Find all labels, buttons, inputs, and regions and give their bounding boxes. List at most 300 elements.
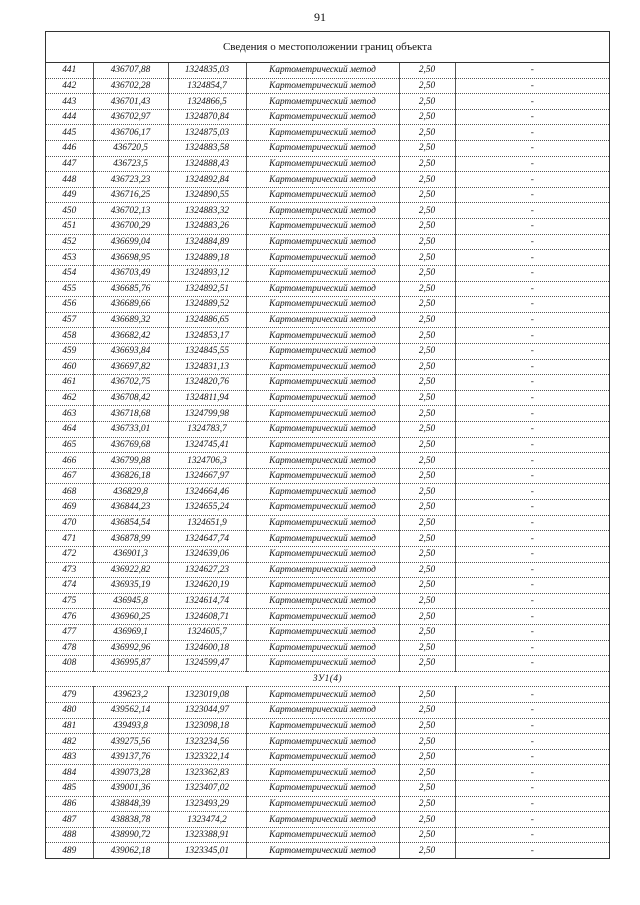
- accuracy-cell: 2,50: [399, 406, 455, 422]
- method-cell: Картометрический метод: [246, 265, 399, 281]
- table-row: [46, 484, 609, 500]
- point-number-cell: 455: [46, 281, 93, 297]
- y-coordinate-cell: 1324706,3: [168, 453, 246, 469]
- y-coordinate-cell: 1324845,55: [168, 343, 246, 359]
- y-coordinate-cell: 1324883,32: [168, 203, 246, 219]
- accuracy-cell: 2,50: [399, 562, 455, 578]
- x-coordinate-cell: 436826,18: [93, 468, 168, 484]
- method-cell: Картометрический метод: [246, 390, 399, 406]
- method-cell: Картометрический метод: [246, 359, 399, 375]
- method-cell: Картометрический метод: [246, 515, 399, 531]
- accuracy-cell: 2,50: [399, 172, 455, 188]
- method-cell: Картометрический метод: [246, 546, 399, 562]
- description-cell: -: [455, 141, 609, 157]
- accuracy-cell: 2,50: [399, 500, 455, 516]
- point-number-cell: 447: [46, 156, 93, 172]
- x-coordinate-cell: 436707,88: [93, 63, 168, 78]
- point-number-cell: 483: [46, 749, 93, 765]
- description-cell: -: [455, 812, 609, 828]
- description-cell: -: [455, 640, 609, 656]
- y-coordinate-cell: 1324884,89: [168, 234, 246, 250]
- x-coordinate-cell: 436945,8: [93, 593, 168, 609]
- table-row: [46, 281, 609, 297]
- description-cell: -: [455, 484, 609, 500]
- x-coordinate-cell: 439073,28: [93, 765, 168, 781]
- table-row: [46, 453, 609, 469]
- method-cell: Картометрический метод: [246, 749, 399, 765]
- y-coordinate-cell: 1324892,84: [168, 172, 246, 188]
- description-cell: -: [455, 468, 609, 484]
- point-number-cell: 453: [46, 250, 93, 266]
- x-coordinate-cell: 436682,42: [93, 328, 168, 344]
- x-coordinate-cell: 436699,04: [93, 234, 168, 250]
- accuracy-cell: 2,50: [399, 765, 455, 781]
- coordinates-table: [46, 63, 609, 858]
- table-row: [46, 172, 609, 188]
- description-cell: -: [455, 312, 609, 328]
- y-coordinate-cell: 1323098,18: [168, 718, 246, 734]
- y-coordinate-cell: 1324835,03: [168, 63, 246, 78]
- x-coordinate-cell: 439062,18: [93, 843, 168, 858]
- description-cell: -: [455, 219, 609, 235]
- x-coordinate-cell: 436844,23: [93, 500, 168, 516]
- method-cell: Картометрический метод: [246, 109, 399, 125]
- accuracy-cell: 2,50: [399, 265, 455, 281]
- method-cell: Картометрический метод: [246, 94, 399, 110]
- table-row: [46, 234, 609, 250]
- y-coordinate-cell: 1324890,55: [168, 187, 246, 203]
- point-number-cell: 446: [46, 141, 93, 157]
- method-cell: Картометрический метод: [246, 656, 399, 672]
- y-coordinate-cell: 1324667,97: [168, 468, 246, 484]
- description-cell: -: [455, 250, 609, 266]
- method-cell: Картометрический метод: [246, 375, 399, 391]
- point-number-cell: 487: [46, 812, 93, 828]
- description-cell: -: [455, 359, 609, 375]
- point-number-cell: 461: [46, 375, 93, 391]
- point-number-cell: 441: [46, 63, 93, 78]
- table-row: [46, 562, 609, 578]
- x-coordinate-cell: 436700,29: [93, 219, 168, 235]
- x-coordinate-cell: 436901,3: [93, 546, 168, 562]
- accuracy-cell: 2,50: [399, 234, 455, 250]
- point-number-cell: 485: [46, 781, 93, 797]
- accuracy-cell: 2,50: [399, 78, 455, 94]
- description-cell: -: [455, 328, 609, 344]
- point-number-cell: 484: [46, 765, 93, 781]
- point-number-cell: 452: [46, 234, 93, 250]
- point-number-cell: 480: [46, 702, 93, 718]
- point-number-cell: 481: [46, 718, 93, 734]
- table-row: [46, 718, 609, 734]
- x-coordinate-cell: 436723,23: [93, 172, 168, 188]
- x-coordinate-cell: 436689,66: [93, 297, 168, 313]
- description-cell: -: [455, 827, 609, 843]
- accuracy-cell: 2,50: [399, 781, 455, 797]
- accuracy-cell: 2,50: [399, 702, 455, 718]
- point-number-cell: 448: [46, 172, 93, 188]
- accuracy-cell: 2,50: [399, 734, 455, 750]
- description-cell: -: [455, 562, 609, 578]
- table-row: [46, 63, 609, 78]
- accuracy-cell: 2,50: [399, 390, 455, 406]
- y-coordinate-cell: 1324820,76: [168, 375, 246, 391]
- method-cell: Картометрический метод: [246, 281, 399, 297]
- table-row: [46, 78, 609, 94]
- x-coordinate-cell: 436720,5: [93, 141, 168, 157]
- method-cell: Картометрический метод: [246, 219, 399, 235]
- accuracy-cell: 2,50: [399, 749, 455, 765]
- description-cell: -: [455, 531, 609, 547]
- x-coordinate-cell: 436995,87: [93, 656, 168, 672]
- x-coordinate-cell: 436689,32: [93, 312, 168, 328]
- table-row: [46, 422, 609, 438]
- method-cell: Картометрический метод: [246, 781, 399, 797]
- method-cell: Картометрический метод: [246, 562, 399, 578]
- accuracy-cell: 2,50: [399, 640, 455, 656]
- point-number-cell: 460: [46, 359, 93, 375]
- section-label: ЗУ1(4): [46, 671, 609, 687]
- table-row: [46, 437, 609, 453]
- description-cell: -: [455, 749, 609, 765]
- y-coordinate-cell: 1324886,65: [168, 312, 246, 328]
- x-coordinate-cell: 436693,84: [93, 343, 168, 359]
- point-number-cell: 489: [62, 845, 77, 856]
- point-number-cell: 443: [46, 94, 93, 110]
- point-number-cell: 466: [46, 453, 93, 469]
- method-cell: Картометрический метод: [246, 250, 399, 266]
- y-coordinate-cell: 1324799,98: [168, 406, 246, 422]
- y-coordinate-cell: 1323019,08: [168, 687, 246, 703]
- point-number-cell: 458: [46, 328, 93, 344]
- x-coordinate-cell: 436733,01: [93, 422, 168, 438]
- y-coordinate-cell: 1324639,06: [168, 546, 246, 562]
- table-row: [46, 687, 609, 703]
- point-number-cell: 459: [46, 343, 93, 359]
- description-cell: -: [455, 609, 609, 625]
- method-cell: Картометрический метод: [246, 624, 399, 640]
- point-number-cell: 470: [46, 515, 93, 531]
- accuracy-cell: 2,50: [399, 94, 455, 110]
- point-number-cell: 467: [46, 468, 93, 484]
- accuracy-cell: 2,50: [399, 281, 455, 297]
- table-row: [46, 312, 609, 328]
- table-row: [46, 656, 609, 672]
- point-number-cell: 457: [46, 312, 93, 328]
- method-cell: Картометрический метод: [246, 172, 399, 188]
- method-cell: Картометрический метод: [246, 468, 399, 484]
- y-coordinate-cell: 1324605,7: [168, 624, 246, 640]
- y-coordinate-cell: 1323345,01: [168, 843, 246, 858]
- x-coordinate-cell: 436878,99: [93, 531, 168, 547]
- method-cell: Картометрический метод: [246, 312, 399, 328]
- description-cell: -: [455, 406, 609, 422]
- table-row: [46, 265, 609, 281]
- description-cell: -: [455, 578, 609, 594]
- description-cell: -: [455, 109, 609, 125]
- description-cell: -: [455, 172, 609, 188]
- method-cell: Картометрический метод: [246, 156, 399, 172]
- y-coordinate-cell: 1324600,18: [168, 640, 246, 656]
- accuracy-cell: 2,50: [399, 437, 455, 453]
- point-number-cell: 468: [46, 484, 93, 500]
- x-coordinate-cell: 436703,49: [93, 265, 168, 281]
- y-coordinate-cell: 1324745,41: [168, 437, 246, 453]
- x-coordinate-cell: 436829,8: [93, 484, 168, 500]
- accuracy-cell: 2,50: [399, 593, 455, 609]
- x-coordinate-cell: 439001,36: [93, 781, 168, 797]
- x-coordinate-cell: 436702,28: [93, 78, 168, 94]
- description-cell: -: [455, 843, 609, 858]
- method-cell: Картометрический метод: [246, 718, 399, 734]
- y-coordinate-cell: 1323322,14: [168, 749, 246, 765]
- table-row: [46, 109, 609, 125]
- point-number-cell: 469: [46, 500, 93, 516]
- y-coordinate-cell: 1324627,23: [168, 562, 246, 578]
- description-cell: -: [455, 125, 609, 141]
- x-coordinate-cell: 436702,75: [93, 375, 168, 391]
- table-row: [46, 141, 609, 157]
- point-number-cell: 476: [46, 609, 93, 625]
- x-coordinate-cell: 436969,1: [93, 624, 168, 640]
- y-coordinate-cell: 1323474,2: [168, 812, 246, 828]
- point-number-cell: 445: [46, 125, 93, 141]
- description-cell: -: [455, 234, 609, 250]
- accuracy-cell: 2,50: [399, 109, 455, 125]
- x-coordinate-cell: 436685,76: [93, 281, 168, 297]
- method-cell: Картометрический метод: [246, 812, 399, 828]
- point-number-cell: 478: [46, 640, 93, 656]
- method-cell: Картометрический метод: [246, 609, 399, 625]
- table-row: [46, 94, 609, 110]
- y-coordinate-cell: 1324651,9: [168, 515, 246, 531]
- table-row: [46, 702, 609, 718]
- accuracy-cell: 2,50: [399, 843, 455, 858]
- x-coordinate-cell: 436992,96: [93, 640, 168, 656]
- method-cell: Картометрический метод: [246, 484, 399, 500]
- y-coordinate-cell: 1324614,74: [168, 593, 246, 609]
- y-coordinate-cell: 1323493,29: [168, 796, 246, 812]
- point-number-cell: 450: [46, 203, 93, 219]
- y-coordinate-cell: 1324875,03: [168, 125, 246, 141]
- accuracy-cell: 2,50: [399, 578, 455, 594]
- coordinates-table-body: [46, 63, 609, 858]
- point-number-cell: 479: [46, 687, 93, 703]
- x-coordinate-cell: 436769,68: [93, 437, 168, 453]
- description-cell: -: [455, 718, 609, 734]
- y-coordinate-cell: 1324883,58: [168, 141, 246, 157]
- description-cell: -: [455, 515, 609, 531]
- method-cell: Картометрический метод: [246, 734, 399, 750]
- x-coordinate-cell: 439493,8: [93, 718, 168, 734]
- accuracy-cell: 2,50: [399, 546, 455, 562]
- method-cell: Картометрический метод: [246, 640, 399, 656]
- method-cell: Картометрический метод: [246, 297, 399, 313]
- description-cell: -: [455, 702, 609, 718]
- table-row: [46, 749, 609, 765]
- y-coordinate-cell: 1323044,97: [168, 702, 246, 718]
- y-coordinate-cell: 1324647,74: [168, 531, 246, 547]
- accuracy-cell: 2,50: [399, 796, 455, 812]
- description-cell: -: [455, 375, 609, 391]
- accuracy-cell: 2,50: [399, 718, 455, 734]
- description-cell: -: [455, 593, 609, 609]
- y-coordinate-cell: 1323407,02: [168, 781, 246, 797]
- table-row: [46, 593, 609, 609]
- point-number-cell: 475: [46, 593, 93, 609]
- accuracy-cell: 2,50: [399, 219, 455, 235]
- method-cell: Картометрический метод: [246, 687, 399, 703]
- method-cell: Картометрический метод: [246, 843, 399, 858]
- point-number-cell: 482: [46, 734, 93, 750]
- accuracy-cell: 2,50: [399, 827, 455, 843]
- x-coordinate-cell: 436718,68: [93, 406, 168, 422]
- table-row: [46, 734, 609, 750]
- accuracy-cell: 2,50: [399, 531, 455, 547]
- x-coordinate-cell: 436922,82: [93, 562, 168, 578]
- x-coordinate-cell: 436935,19: [93, 578, 168, 594]
- point-number-cell: 456: [46, 297, 93, 313]
- x-coordinate-cell: 436697,82: [93, 359, 168, 375]
- method-cell: Картометрический метод: [246, 203, 399, 219]
- point-number-cell: 463: [46, 406, 93, 422]
- method-cell: Картометрический метод: [246, 500, 399, 516]
- accuracy-cell: 2,50: [399, 203, 455, 219]
- table-row: [46, 843, 609, 858]
- y-coordinate-cell: 1324831,13: [168, 359, 246, 375]
- table-title: Сведения о местоположении границ объекта: [46, 32, 609, 63]
- description-cell: -: [455, 203, 609, 219]
- method-cell: Картометрический метод: [246, 328, 399, 344]
- accuracy-cell: 2,50: [399, 141, 455, 157]
- point-number-cell: 473: [46, 562, 93, 578]
- x-coordinate-cell: 436701,43: [93, 94, 168, 110]
- method-cell: Картометрический метод: [246, 406, 399, 422]
- x-coordinate-cell: 438838,78: [93, 812, 168, 828]
- table-row: [46, 796, 609, 812]
- x-coordinate-cell: 436706,17: [93, 125, 168, 141]
- table-row: [46, 359, 609, 375]
- y-coordinate-cell: 1324883,26: [168, 219, 246, 235]
- table-row: [46, 406, 609, 422]
- y-coordinate-cell: 1324889,18: [168, 250, 246, 266]
- table-row: [46, 343, 609, 359]
- description-cell: -: [455, 500, 609, 516]
- table-row: [46, 515, 609, 531]
- method-cell: Картометрический метод: [246, 78, 399, 94]
- table-row: [46, 546, 609, 562]
- accuracy-cell: 2,50: [399, 312, 455, 328]
- table-row: [46, 578, 609, 594]
- y-coordinate-cell: 1324888,43: [168, 156, 246, 172]
- x-coordinate-cell: 436702,13: [93, 203, 168, 219]
- point-number-cell: 451: [46, 219, 93, 235]
- y-coordinate-cell: 1324854,7: [168, 78, 246, 94]
- x-coordinate-cell: 436854,54: [93, 515, 168, 531]
- description-cell: -: [455, 781, 609, 797]
- accuracy-cell: 2,50: [399, 156, 455, 172]
- method-cell: Картометрический метод: [246, 827, 399, 843]
- table-row: [46, 156, 609, 172]
- description-cell: -: [455, 437, 609, 453]
- point-number-cell: 465: [46, 437, 93, 453]
- method-cell: Картометрический метод: [246, 702, 399, 718]
- method-cell: Картометрический метод: [246, 437, 399, 453]
- accuracy-cell: 2,50: [399, 453, 455, 469]
- y-coordinate-cell: 1324893,12: [168, 265, 246, 281]
- method-cell: Картометрический метод: [246, 63, 399, 78]
- point-number-cell: 474: [46, 578, 93, 594]
- method-cell: Картометрический метод: [246, 796, 399, 812]
- description-cell: -: [455, 265, 609, 281]
- y-coordinate-cell: 1324608,71: [168, 609, 246, 625]
- method-cell: Картометрический метод: [246, 765, 399, 781]
- y-coordinate-cell: 1324892,51: [168, 281, 246, 297]
- x-coordinate-cell: 439623,2: [93, 687, 168, 703]
- table-row: [46, 203, 609, 219]
- point-number-cell: 464: [46, 422, 93, 438]
- accuracy-cell: 2,50: [399, 609, 455, 625]
- accuracy-cell: 2,50: [399, 812, 455, 828]
- description-cell: -: [455, 63, 609, 78]
- table-row: [46, 125, 609, 141]
- description-cell: -: [455, 624, 609, 640]
- description-cell: -: [455, 687, 609, 703]
- x-coordinate-cell: 436723,5: [93, 156, 168, 172]
- accuracy-cell: 2,50: [399, 125, 455, 141]
- table-row: [46, 765, 609, 781]
- table-row: [46, 500, 609, 516]
- accuracy-cell: 2,50: [399, 656, 455, 672]
- point-number-cell: 408: [46, 656, 93, 672]
- table-row: [46, 812, 609, 828]
- description-cell: -: [455, 453, 609, 469]
- accuracy-cell: 2,50: [399, 359, 455, 375]
- page-number: 91: [314, 10, 326, 24]
- y-coordinate-cell: 1324655,24: [168, 500, 246, 516]
- point-number-cell: 472: [46, 546, 93, 562]
- accuracy-cell: 2,50: [399, 297, 455, 313]
- table-row: [46, 468, 609, 484]
- table-row: [46, 624, 609, 640]
- description-cell: -: [455, 765, 609, 781]
- method-cell: Картометрический метод: [246, 125, 399, 141]
- accuracy-cell: 2,50: [399, 624, 455, 640]
- point-number-cell: 486: [46, 796, 93, 812]
- y-coordinate-cell: 1324866,5: [168, 94, 246, 110]
- accuracy-cell: 2,50: [399, 343, 455, 359]
- accuracy-cell: 2,50: [399, 515, 455, 531]
- table-row: [46, 781, 609, 797]
- accuracy-cell: 2,50: [399, 468, 455, 484]
- accuracy-cell: 2,50: [399, 422, 455, 438]
- section-row: [46, 671, 609, 687]
- description-cell: -: [455, 796, 609, 812]
- method-cell: Картометрический метод: [246, 453, 399, 469]
- method-cell: Картометрический метод: [246, 234, 399, 250]
- x-coordinate-cell: 436702,97: [93, 109, 168, 125]
- description-cell: -: [455, 734, 609, 750]
- y-coordinate-cell: 1324853,17: [168, 328, 246, 344]
- table-row: [46, 187, 609, 203]
- y-coordinate-cell: 1324664,46: [168, 484, 246, 500]
- method-cell: Картометрический метод: [246, 343, 399, 359]
- y-coordinate-cell: 1323362,83: [168, 765, 246, 781]
- y-coordinate-cell: 1324811,94: [168, 390, 246, 406]
- method-cell: Картометрический метод: [246, 531, 399, 547]
- x-coordinate-cell: 439275,56: [93, 734, 168, 750]
- table-row: [46, 297, 609, 313]
